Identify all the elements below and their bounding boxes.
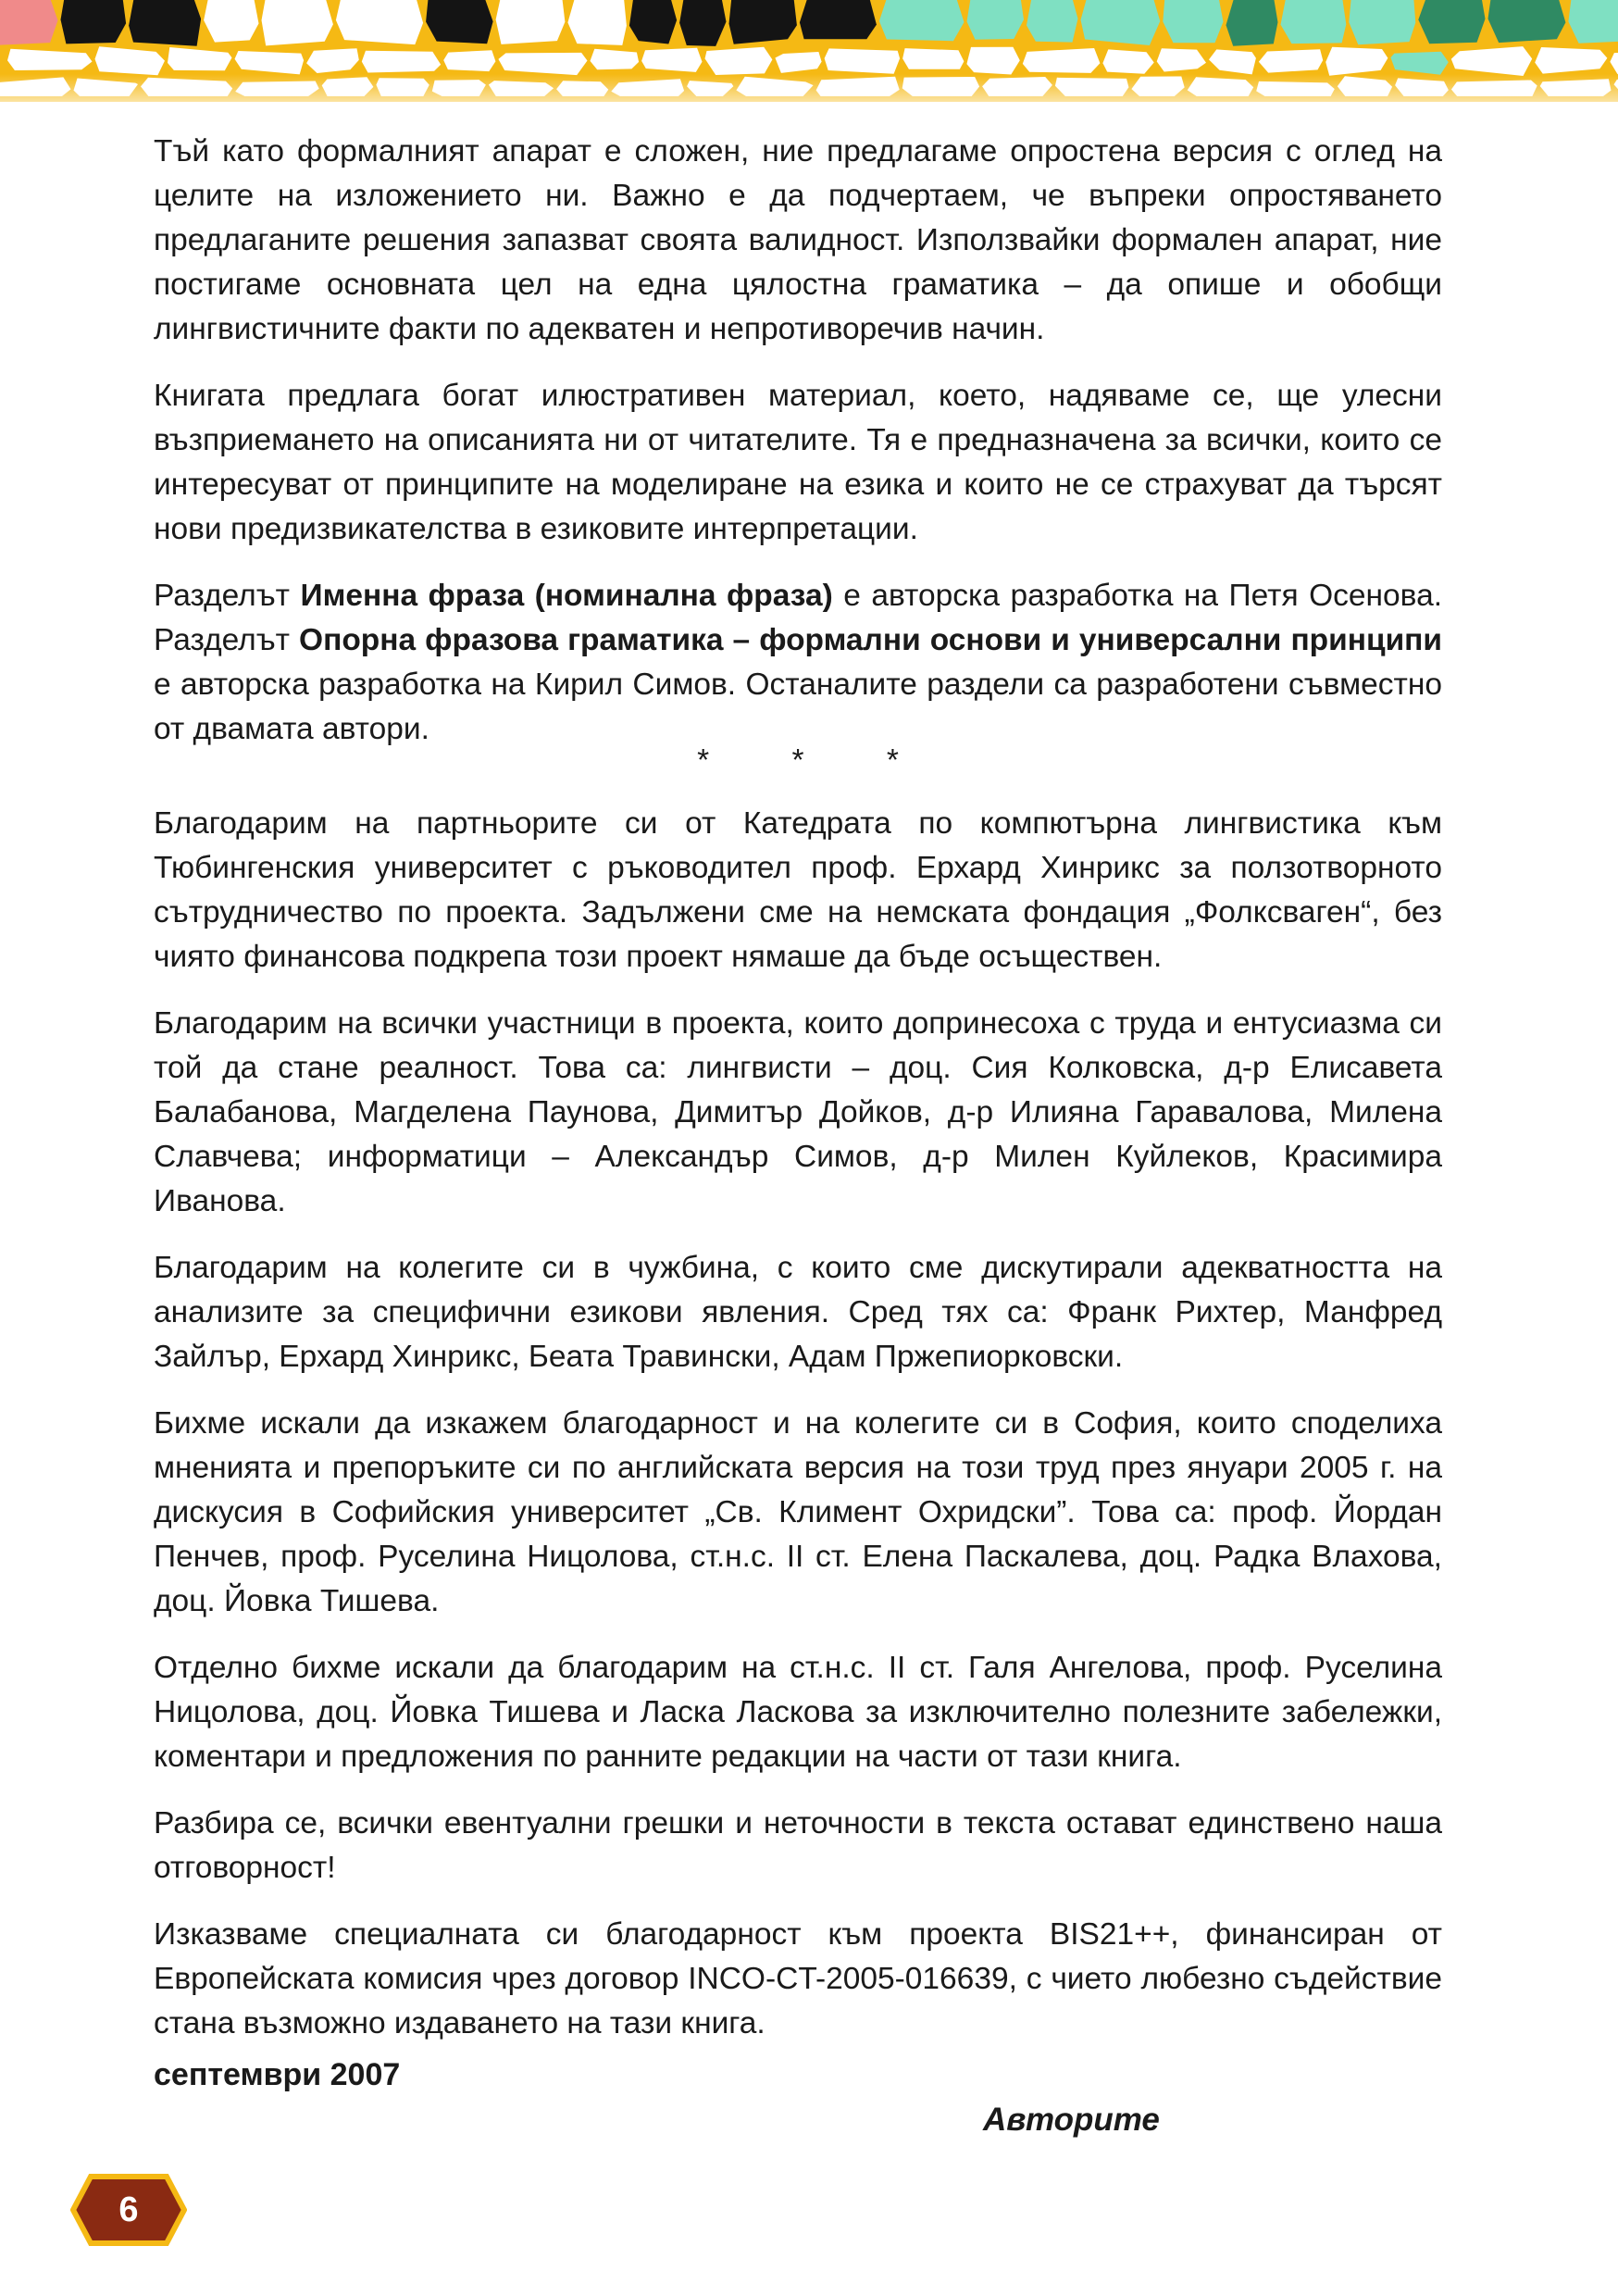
text-run: е авторска разработка на Петя Осенова. Разделът [154,579,1443,657]
paragraph [154,374,1442,552]
mosaic-tile [879,0,965,41]
mosaic-tile [426,0,492,44]
text-run: Отделно бихме искали да благодарим на ст.н.с. II ст. Галя Ангелова, проф. Руселина Ницолова, доц. Йовка Тишева и Ласка Ласкова за изключително полезните забележки, коментари и предложения по ранните редакции на части от тази книга. [154,1651,1442,1774]
paragraph [154,574,1442,752]
mosaic-tile [629,0,677,44]
text-run: Тъй като формалният апарат е сложен, ние предлагаме опростена версия с оглед на целите на изложението ни. Важно е да подчертаем, че въпреки опростяването предлаганите решения запазват своята валидност. Използвайки формален апарат, ние постигаме основната цел на една цялостна граматика – да опише и обобщи лингвистичните факти по адекватен и непротиворечив начин. [154,134,1442,346]
text-run: Изказваме специалната си благодарност към проекта BIS21++, финансиран от Европейската комисия чрез договор INCO-CT-2005-016639, с чието любезно съдействие стана възможно издаването на тази книга. [154,1917,1442,2040]
mosaic-tile [61,0,127,44]
mosaic-tile [1349,0,1415,44]
mosaic-tile [1023,48,1101,73]
mosaic-tile [966,47,1019,75]
mosaic-tile [567,0,627,45]
mosaic-tile [496,0,566,44]
mosaic-tile [1418,0,1485,44]
signature: Авторите [983,2102,1160,2138]
text-run: Благодарим на партньорите си от Катедрата по компютърна лингвистика към Тюбингенския университет с ръководител проф. Ерхард Хинрикс за ползотворното сътрудничество по проекта. Задължени сме на немската фондация „Фолксваген“, без чиято финансова подкрепа този проект нямаше да бъде осъществен. [154,806,1442,974]
mosaic-tile [1259,49,1323,72]
text-run: Разделът [154,579,301,613]
paragraph [154,1246,1442,1379]
mosaic-tile [262,0,333,45]
paragraph [154,1402,1442,1624]
mosaic-tile [0,0,58,45]
text-run: е авторска разработка на Кирил Симов. Останалите раздели са разработени съвместно от двамата автори. [154,668,1442,746]
bold-run: Опорна фразова граматика – формални основи и универсални принципи [299,623,1442,657]
mosaic-tile [641,48,702,72]
paragraph [154,1646,1442,1779]
mosaic-tile [1281,0,1347,44]
bold-run: Именна фраза (номинална фраза) [300,579,833,613]
paragraph [154,802,1442,980]
mosaic-tile [800,0,877,39]
mosaic-tile [967,0,1025,40]
mosaic-tile [1163,0,1223,43]
page-number: 6 [118,2190,139,2229]
mosaic-tile [443,50,495,71]
text-run: Благодарим на всички участници в проекта, които допринесоха с труда и ентусиазма си той да стане реалност. Това са: лингвисти – доц. Сия Колковска, д-р Елисавета Балабанова, Магделена Паунова, Димитър Дойков, д-р Илияна Гаравалова, Милена Славчева; информатици – Александър Симов, д-р Милен Куйлеков, Красимира Иванова. [154,1006,1442,1218]
mosaic-header-decoration [0,0,1618,102]
mosaic-tile [1102,49,1153,73]
mosaic-tile [705,47,773,75]
date: септември 2007 [154,2057,401,2092]
paragraph [154,130,1442,352]
main-text [154,130,1442,2068]
mosaic-tile [1081,0,1161,45]
mosaic-tile [336,0,423,44]
paragraph [154,1913,1442,2046]
mosaic-tile [1568,0,1618,44]
text-run: Книгата предлага богат илюстративен материал, което, надяваме се, ще улесни възприемането на описанията ни от читателите. Тя е предназначена за всички, които се интересуват от принципите на моделиране на езика и които не се страхуват да търсят нови предизвикателства в езиковите интерпретации. [154,379,1442,546]
mosaic-tile [825,48,901,73]
section-separator: * * * [697,743,936,778]
mosaic-tile [204,0,258,43]
mosaic-tile [591,49,640,70]
paragraph [154,1002,1442,1224]
mosaic-tile [1226,0,1278,46]
mosaic-tile [1488,0,1566,43]
text-run: Разбира се, всички евентуални грешки и неточности в текста остават единствено наша отговорност! [154,1806,1442,1885]
mosaic-tile [129,0,201,46]
mosaic-tile [1027,0,1078,43]
mosaic-tile [902,48,964,69]
mosaic-tile [729,0,797,44]
text-run: Бихме искали да изкажем благодарност и на колегите си в София, които споделиха мненията и препоръките си по английската версия на този труд през януари 2005 г. на дискусия в Софийския университет „Св. Климент Охридски”. Това са: проф. Йордан Пенчев, проф. Руселина Ницолова, ст.н.с. II ст. Елена Паскалева, доц. Радка Влахова, доц. Йовка Тишева. [154,1406,1442,1618]
text-run: Благодарим на колегите си в чужбина, с които сме дискутирали адекватността на анализите за специфични езикови явления. Сред тях са: Франк Рихтер, Манфред Зайлър, Ерхард Хинрикс, Беата Травински, Адам Пржепиорковски. [154,1251,1442,1374]
paragraph [154,1802,1442,1890]
mosaic-tile [362,51,441,73]
